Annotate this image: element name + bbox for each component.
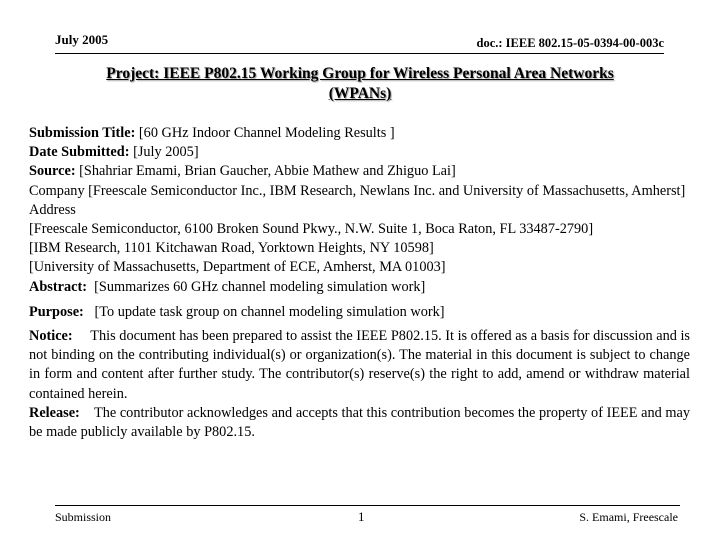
address-line: [IBM Research, 1101 Kitchawan Road, Yorktown Heights, NY 10598] <box>29 240 434 257</box>
submission-title-label: Submission Title: <box>29 125 136 141</box>
header-date: July 2005 <box>55 32 109 47</box>
date-submitted-label: Date Submitted: <box>29 144 130 161</box>
company-text: Company [Freescale Semiconductor Inc., IBM Research, Newlans Inc. and University of Massachusetts, Amherst] <box>29 182 686 199</box>
address-label: Address <box>29 201 76 218</box>
notice-text: This document has been prepared to assist the IEEE P802.15. It is offered as a basis for discussion and is not binding on the contributing individual(s) or organization(s). The material in this document is subject to change in form and content after further study. The contributor(s) reserve(s) the right to add, amend or withdraw material contained herein. <box>29 328 690 402</box>
purpose-label: Purpose: <box>29 303 84 320</box>
address-line: [University of Massachusetts, Department of ECE, Amherst, MA 01003] <box>29 259 446 276</box>
date-submitted-value: [July 2005] <box>133 144 199 161</box>
footer-page-number: 1 <box>358 509 365 524</box>
release-paragraph <box>29 404 690 442</box>
purpose-value: [To update task group on channel modeling simulation work] <box>94 303 445 320</box>
release-label: Release: <box>29 404 80 421</box>
release-text: The contributor acknowledges and accepts that this contribution becomes the property of IEEE and may be made publicly available by P802.15. <box>29 404 690 441</box>
project-title-line1: Project: IEEE P802.15 Working Group for Wireless Personal Area Networks <box>106 65 614 82</box>
notice-label: Notice: <box>29 328 73 345</box>
header-divider <box>55 53 664 54</box>
abstract-value: [Summarizes 60 GHz channel modeling simulation work] <box>94 278 426 295</box>
source-value: [Shahriar Emami, Brian Gaucher, Abbie Mathew and Zhiguo Lai] <box>79 163 456 180</box>
notice-paragraph <box>29 327 690 404</box>
header-doc-id: doc.: IEEE 802.15-05-0394-00-003c <box>476 36 664 50</box>
footer-author: S. Emami, Freescale <box>579 510 678 524</box>
purpose-row <box>29 303 690 322</box>
submission-body <box>29 124 690 442</box>
abstract-row <box>29 278 690 297</box>
source-label: Source: <box>29 163 76 180</box>
footer-submission: Submission <box>55 510 112 524</box>
address-line: [Freescale Semiconductor, 6100 Broken Sound Pkwy., N.W. Suite 1, Boca Raton, FL 33487-2790] <box>29 221 594 238</box>
source-row <box>29 162 690 181</box>
submission-title-value: [60 GHz Indoor Channel Modeling Results ] <box>138 125 395 141</box>
submission-title-row <box>29 124 690 143</box>
project-title <box>40 64 680 104</box>
abstract-label: Abstract: <box>29 278 87 295</box>
date-submitted-row <box>29 143 690 162</box>
footer-divider <box>55 505 680 506</box>
project-title-line2: (WPANs) <box>328 85 392 102</box>
